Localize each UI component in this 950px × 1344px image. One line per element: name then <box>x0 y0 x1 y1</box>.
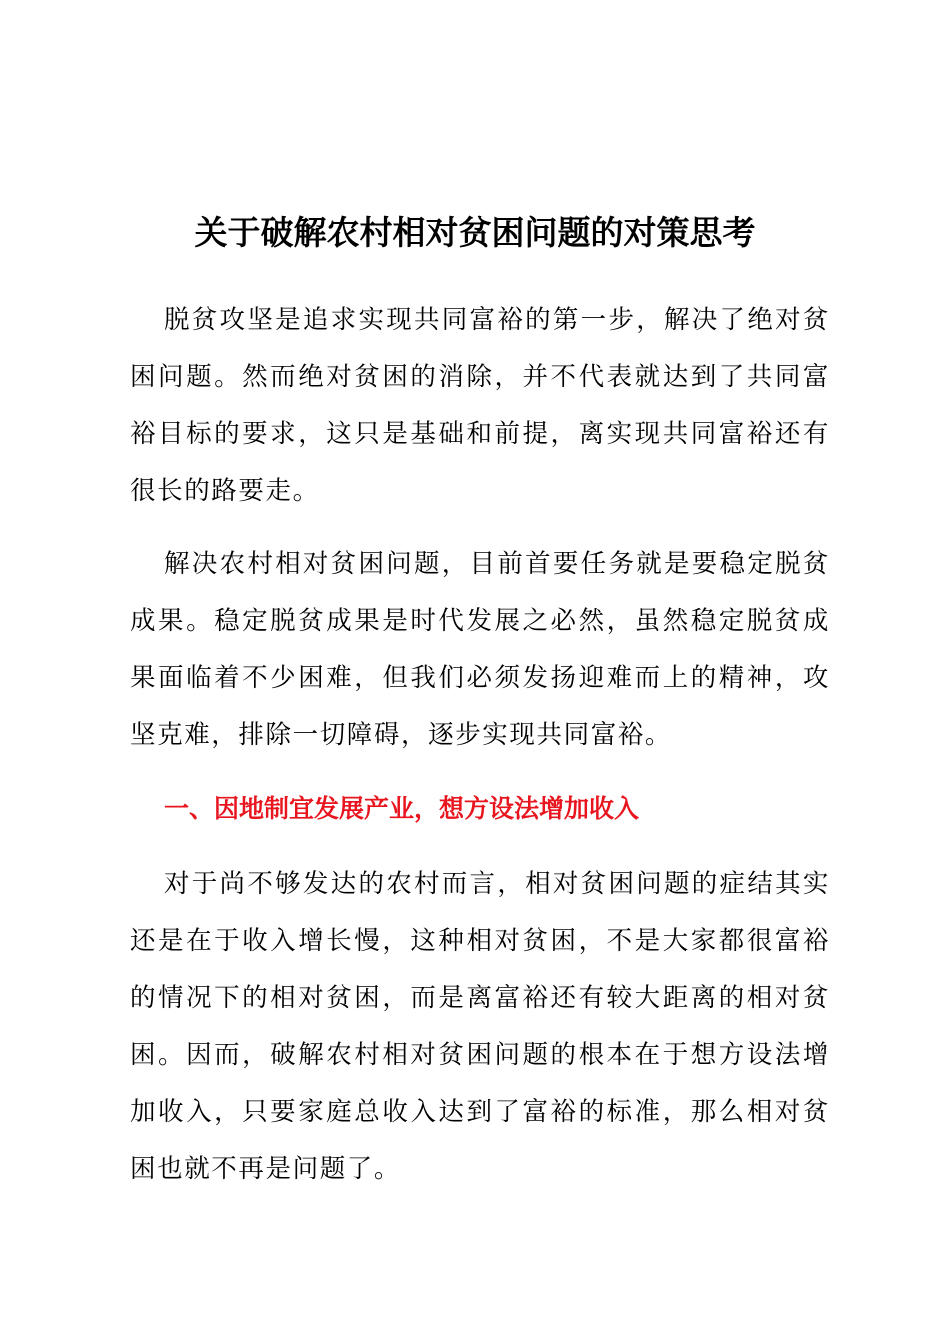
paragraph-stabilize: 解决农村相对贫困问题，目前首要任务就是要稳定脱贫成果。稳定脱贫成果是时代发展之必然，虽然稳定脱贫成果面临着不少困难，但我们必须发扬迎难而上的精神，攻坚克难，排除一切障碍，逐步实现共同富裕。 <box>130 549 830 750</box>
section-heading: 一、因地制宜发展产业，想方设法增加收入 <box>164 794 640 823</box>
document-title: 关于破解农村相对贫困问题的对策思考 <box>194 213 756 252</box>
paragraph-intro: 脱贫攻坚是追求实现共同富裕的第一步，解决了绝对贫困问题。然而绝对贫困的消除，并不代表就达到了共同富裕目标的要求，这只是基础和前提，离实现共同富裕还有很长的路要走。 <box>130 305 830 506</box>
paragraph-income: 对于尚不够发达的农村而言，相对贫困问题的症结其实还是在于收入增长慢，这种相对贫困，不是大家都很富裕的情况下的相对贫困，而是离富裕还有较大距离的相对贫困。因而，破解农村相对贫困问题的根本在于想方设法增加收入，只要家庭总收入达到了富裕的标准，那么相对贫困也就不再是问题了。 <box>130 869 830 1184</box>
